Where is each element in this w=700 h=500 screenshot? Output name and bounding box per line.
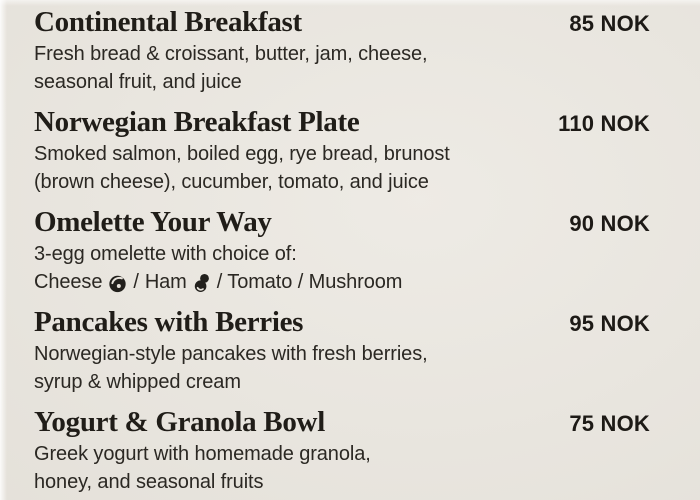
omelette-options-line [34,269,650,297]
menu-item-header [34,205,650,241]
description-line: Smoked salmon, boiled egg, rye bread, brunost [34,143,450,165]
description-line: seasonal fruit, and juice [34,70,242,93]
item-description [34,241,650,296]
description-line: 3-egg omelette with choice of: [34,243,297,265]
description-line: honey, and seasonal fruits [34,470,264,493]
item-name: Yogurt & Granola Bowl [34,406,325,438]
menu-item-yogurt-granola-bowl [34,405,650,496]
option-separator: / [133,270,139,293]
item-name: Norwegian Breakfast Plate [34,106,360,138]
cheese-icon [108,274,127,293]
menu-item-header [34,305,650,341]
item-price: 110 NOK [558,111,650,136]
description-line: Greek yogurt with homemade granola, [34,443,371,465]
item-price: 75 NOK [569,411,650,436]
menu-item-continental-breakfast [34,5,650,96]
item-name: Omelette Your Way [34,206,272,238]
item-name: Pancakes with Berries [34,306,304,338]
item-name: Continental Breakfast [34,6,302,38]
item-description [34,441,650,496]
item-description [34,341,650,396]
menu-item-norwegian-breakfast-plate [34,105,650,196]
description-line: Norwegian-style pancakes with fresh berries, [34,343,428,365]
menu-item-header [34,105,650,141]
description-line: Fresh bread & croissant, butter, jam, cheese, [34,43,428,65]
menu-item-header [34,405,650,441]
item-description [34,141,650,196]
menu-item-omelette-your-way [34,205,650,296]
option-cheese-label: Cheese [34,270,103,293]
item-price: 90 NOK [569,211,650,236]
description-line: (brown cheese), cucumber, tomato, and juice [34,170,429,193]
option-ham-label: Ham [144,270,187,293]
item-price: 85 NOK [569,11,650,36]
menu-item-pancakes-with-berries [34,305,650,396]
item-price: 95 NOK [569,311,650,336]
item-description [34,41,650,96]
option-tail: / Tomato / Mushroom [216,270,403,293]
menu-item-header [34,5,650,41]
ham-icon [193,273,211,293]
description-line: syrup & whipped cream [34,370,241,393]
